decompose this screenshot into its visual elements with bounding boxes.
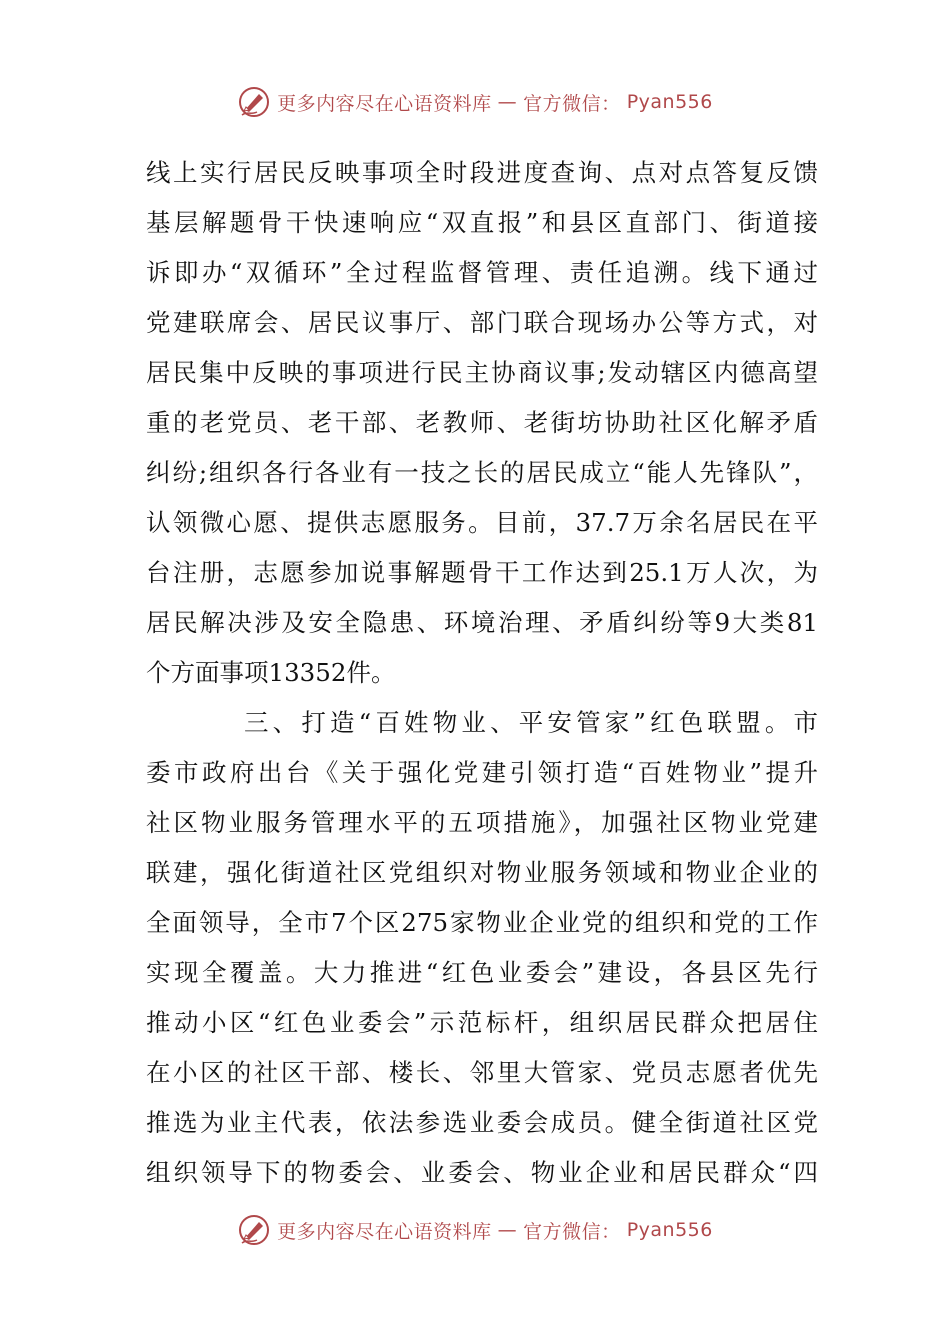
text-line-2: 基层解题骨干快速响应“双直报”和县区直部门、街道接 [146, 208, 818, 237]
header-watermark [0, 82, 950, 122]
watermark-separator: — [497, 91, 518, 113]
watermark-wechat-id: Pyan556 [626, 1219, 713, 1241]
text-line-14: 社区物业服务管理水平的五项措施》，加强社区物业党建 [146, 808, 818, 837]
document-body [146, 148, 818, 1198]
watermark-text: 更多内容尽在心语资料库 [277, 1220, 492, 1243]
text-line-16: 全面领导，全市7个区275家物业企业党的组织和党的工作 [146, 908, 818, 937]
text-line-19: 在小区的社区干部、楼长、邻里大管家、党员志愿者优先 [146, 1058, 818, 1087]
text-line-20: 推选为业主代表，依法参选业委会成员。健全街道社区党 [146, 1108, 818, 1137]
watermark-wechat-id: Pyan556 [626, 91, 713, 113]
watermark-wechat-label: 官方微信： [523, 92, 621, 115]
text-line-1: 线上实行居民反映事项全时段进度查询、点对点答复反馈 [146, 158, 818, 187]
text-line-15: 联建，强化街道社区党组织对物业服务领域和物业企业的 [146, 858, 818, 887]
watermark-text: 更多内容尽在心语资料库 [277, 92, 492, 115]
footer-watermark [0, 1210, 950, 1250]
text-line-17: 实现全覆盖。大力推进“红色业委会”建设，各县区先行 [146, 958, 818, 987]
text-line-11: 个方面事项13352件。 [146, 658, 396, 687]
text-line-7: 纠纷;组织各行各业有一技之长的居民成立“能人先锋队”， [146, 458, 818, 487]
text-line-18: 推动小区“红色业委会”示范标杆，组织居民群众把居住 [146, 1008, 818, 1037]
text-line-5: 居民集中反映的事项进行民主协商议事;发动辖区内德高望 [146, 358, 818, 387]
text-line-3: 诉即办“双循环”全过程监督管理、责任追溯。线下通过 [146, 258, 818, 287]
watermark-separator: — [497, 1219, 518, 1241]
pen-nib-logo-icon [237, 1213, 271, 1247]
section-heading-3: 三、打造“百姓物业、平安管家”红色联盟。市 [244, 708, 818, 737]
text-line-4: 党建联席会、居民议事厅、部门联合现场办公等方式，对 [146, 308, 818, 337]
text-line-8: 认领微心愿、提供志愿服务。目前，37.7万余名居民在平 [146, 508, 818, 537]
text-line-6: 重的老党员、老干部、老教师、老街坊协助社区化解矛盾 [146, 408, 818, 437]
text-line-21: 组织领导下的物委会、业委会、物业企业和居民群众“四 [146, 1158, 818, 1187]
pen-nib-logo-icon [237, 85, 271, 119]
text-line-10: 居民解决涉及安全隐患、环境治理、矛盾纠纷等9大类81 [146, 608, 818, 637]
text-line-13: 委市政府出台《关于强化党建引领打造“百姓物业”提升 [146, 758, 818, 787]
watermark-wechat-label: 官方微信： [523, 1220, 621, 1243]
text-line-9: 台注册，志愿参加说事解题骨干工作达到25.1万人次，为 [146, 558, 818, 587]
